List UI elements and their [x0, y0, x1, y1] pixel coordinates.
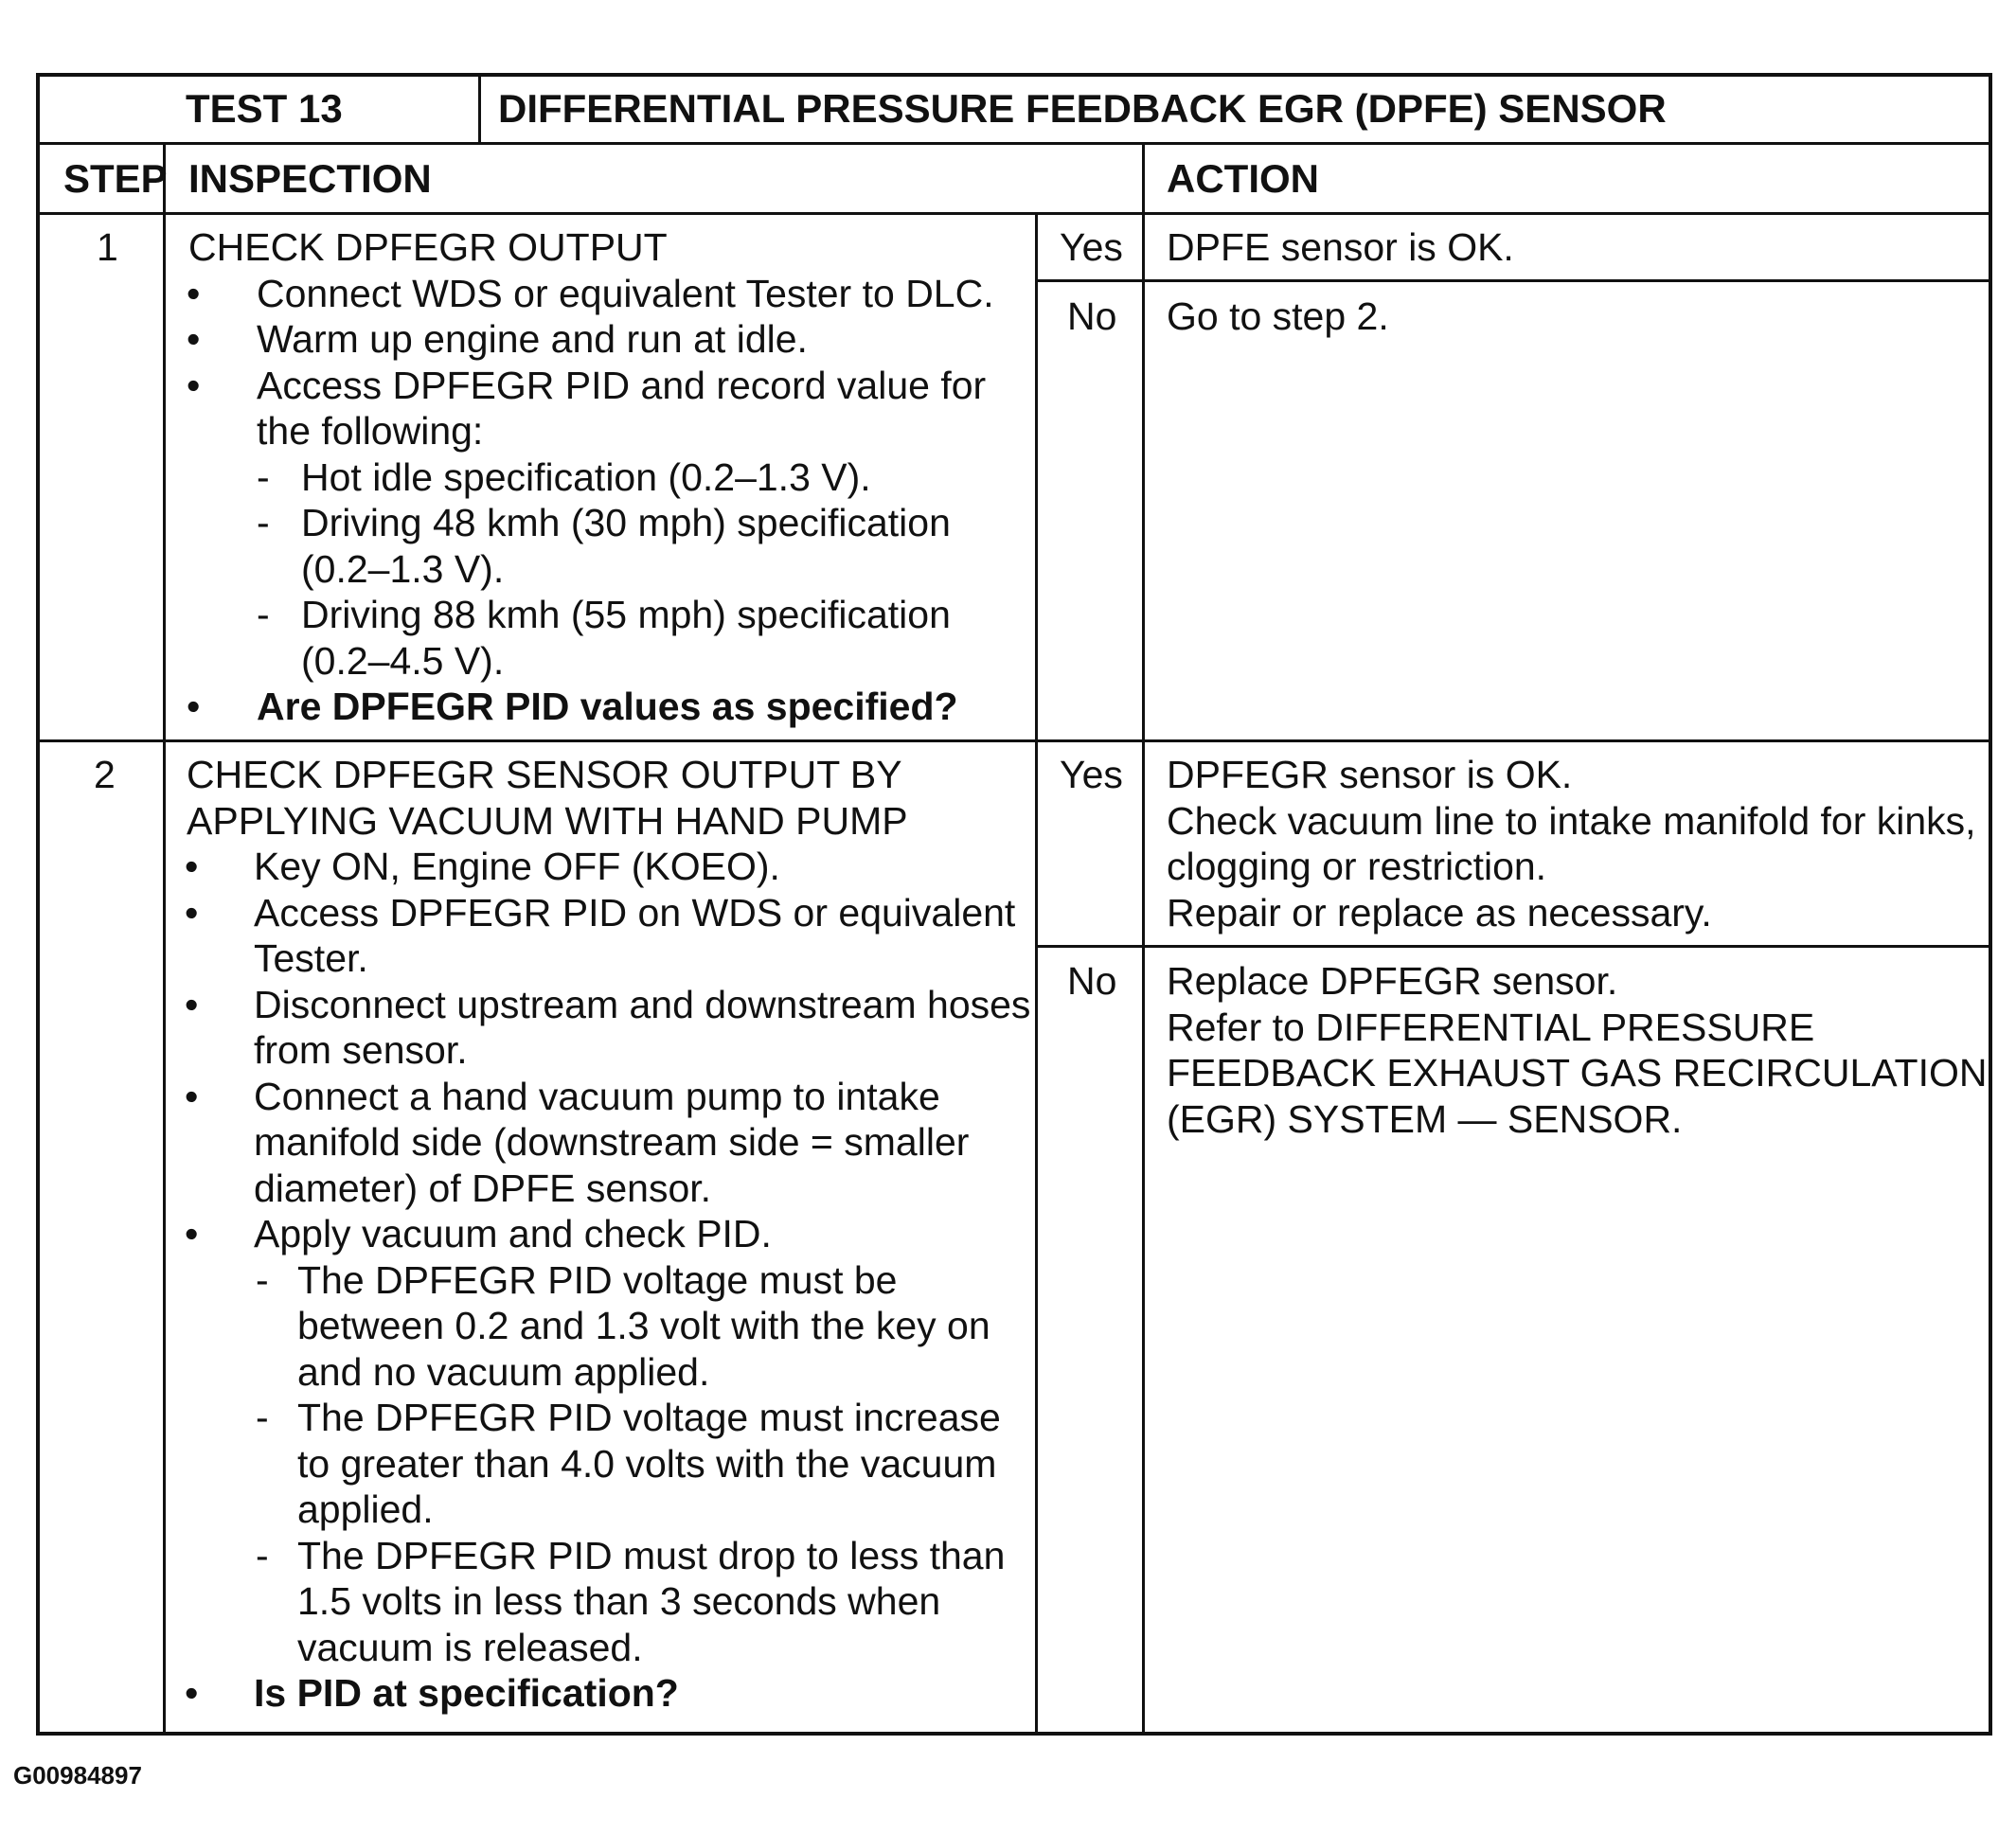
step2-title-line-2: APPLYING VACUUM WITH HAND PUMP	[187, 799, 908, 843]
step2-bullet-2: •	[185, 891, 199, 935]
figure-id: G00984897	[13, 1761, 142, 1789]
step1-line-3: Access DPFEGR PID and record value for	[257, 364, 987, 407]
step1-dash-2: -	[257, 501, 270, 544]
action-header: ACTION	[1167, 156, 1319, 201]
step2-bullet-6: •	[185, 1671, 199, 1715]
step2-bullet-5: •	[185, 1212, 199, 1255]
step1-line-1: Connect WDS or equivalent Tester to DLC.	[257, 272, 994, 315]
step2-line-12: and no vacuum applied.	[297, 1350, 710, 1394]
step2-line-3: Tester.	[254, 936, 368, 980]
step2-line-5: from sensor.	[254, 1028, 468, 1072]
table-border-right	[1989, 73, 1992, 1736]
step1-bullet-1: •	[187, 272, 201, 315]
test-label: TEST 13	[186, 86, 343, 131]
test-title: DIFFERENTIAL PRESSURE FEEDBACK EGR (DPFE) SENSOR	[498, 86, 1667, 131]
step2-line-11: between 0.2 and 1.3 volt with the key on	[297, 1304, 990, 1347]
step2-line-15: applied.	[297, 1487, 434, 1531]
step1-line-8: Driving 88 kmh (55 mph) specification	[301, 593, 951, 636]
step2-no-action-2: Refer to DIFFERENTIAL PRESSURE	[1167, 1006, 1815, 1049]
step2-yes-label: Yes	[1060, 753, 1123, 796]
step2-no-action-4: (EGR) SYSTEM — SENSOR.	[1167, 1097, 1683, 1141]
step2-yes-action-1: DPFEGR sensor is OK.	[1167, 753, 1573, 796]
step2-line-9: Apply vacuum and check PID.	[254, 1212, 772, 1255]
step2-line-16: The DPFEGR PID must drop to less than	[297, 1534, 1006, 1577]
step2-line-8: diameter) of DPFE sensor.	[254, 1166, 712, 1210]
step2-line-2: Access DPFEGR PID on WDS or equivalent	[254, 891, 1016, 935]
result-column-divider	[1142, 142, 1145, 1734]
step2-line-1: Key ON, Engine OFF (KOEO).	[254, 845, 780, 888]
step1-yes-no-separator	[1035, 279, 1992, 282]
step2-line-18: vacuum is released.	[297, 1626, 643, 1669]
step-separator	[36, 739, 1992, 742]
step2-bullet-4: •	[185, 1075, 199, 1118]
step1-bullet-4: •	[187, 685, 201, 728]
step1-line-6: Driving 48 kmh (30 mph) specification	[301, 501, 951, 544]
step1-yes-action: DPFE sensor is OK.	[1167, 225, 1514, 269]
step1-dash-3: -	[257, 593, 270, 636]
step2-line-7: manifold side (downstream side = smaller	[254, 1120, 970, 1164]
step2-title-line-1: CHECK DPFEGR SENSOR OUTPUT BY	[187, 753, 902, 796]
step2-line-6: Connect a hand vacuum pump to intake	[254, 1075, 940, 1118]
step2-line-14: to greater than 4.0 volts with the vacuum	[297, 1442, 997, 1486]
step2-no-label: No	[1067, 959, 1117, 1003]
step2-line-17: 1.5 volts in less than 3 seconds when	[297, 1579, 941, 1623]
step1-line-7: (0.2–1.3 V).	[301, 547, 505, 591]
inspection-header: INSPECTION	[188, 156, 432, 201]
step1-line-5: Hot idle specification (0.2–1.3 V).	[301, 455, 871, 499]
step2-line-13: The DPFEGR PID voltage must increase	[297, 1396, 1001, 1439]
step1-line-2: Warm up engine and run at idle.	[257, 317, 808, 361]
step2-number: 2	[94, 753, 116, 796]
table-border-left	[36, 73, 40, 1736]
step1-question: Are DPFEGR PID values as specified?	[257, 685, 958, 728]
step-header: STEP	[63, 156, 168, 201]
step2-dash-3: -	[256, 1534, 269, 1577]
step2-yes-action-2: Check vacuum line to intake manifold for kinks,	[1167, 799, 1976, 843]
step2-line-4: Disconnect upstream and downstream hoses	[254, 983, 1031, 1026]
step2-yes-action-3: clogging or restriction.	[1167, 845, 1547, 888]
table-border-bottom	[36, 1732, 1992, 1736]
step1-title: CHECK DPFEGR OUTPUT	[188, 225, 668, 269]
step1-bullet-3: •	[187, 364, 201, 407]
step2-dash-1: -	[256, 1258, 269, 1302]
step2-no-action-1: Replace DPFEGR sensor.	[1167, 959, 1618, 1003]
step-column-divider	[163, 142, 166, 1734]
step1-dash-1: -	[257, 455, 270, 499]
step1-bullet-2: •	[187, 317, 201, 361]
step2-question: Is PID at specification?	[254, 1671, 679, 1715]
step1-line-9: (0.2–4.5 V).	[301, 639, 505, 683]
inspection-column-divider	[1035, 212, 1038, 1734]
title-divider	[478, 73, 481, 144]
table-border-top	[36, 73, 1992, 77]
title-row-rule	[36, 142, 1992, 145]
step2-line-10: The DPFEGR PID voltage must be	[297, 1258, 898, 1302]
step2-yes-no-separator	[1035, 945, 1992, 948]
step1-number: 1	[97, 225, 118, 269]
step2-bullet-3: •	[185, 983, 199, 1026]
step1-no-label: No	[1067, 294, 1117, 338]
step2-yes-action-4: Repair or replace as necessary.	[1167, 891, 1712, 935]
header-row-rule	[36, 212, 1992, 215]
step2-no-action-3: FEEDBACK EXHAUST GAS RECIRCULATION	[1167, 1051, 1988, 1095]
step2-bullet-1: •	[185, 845, 199, 888]
step2-dash-2: -	[256, 1396, 269, 1439]
step1-yes-label: Yes	[1060, 225, 1123, 269]
step1-line-4: the following:	[257, 409, 484, 453]
step1-no-action: Go to step 2.	[1167, 294, 1389, 338]
